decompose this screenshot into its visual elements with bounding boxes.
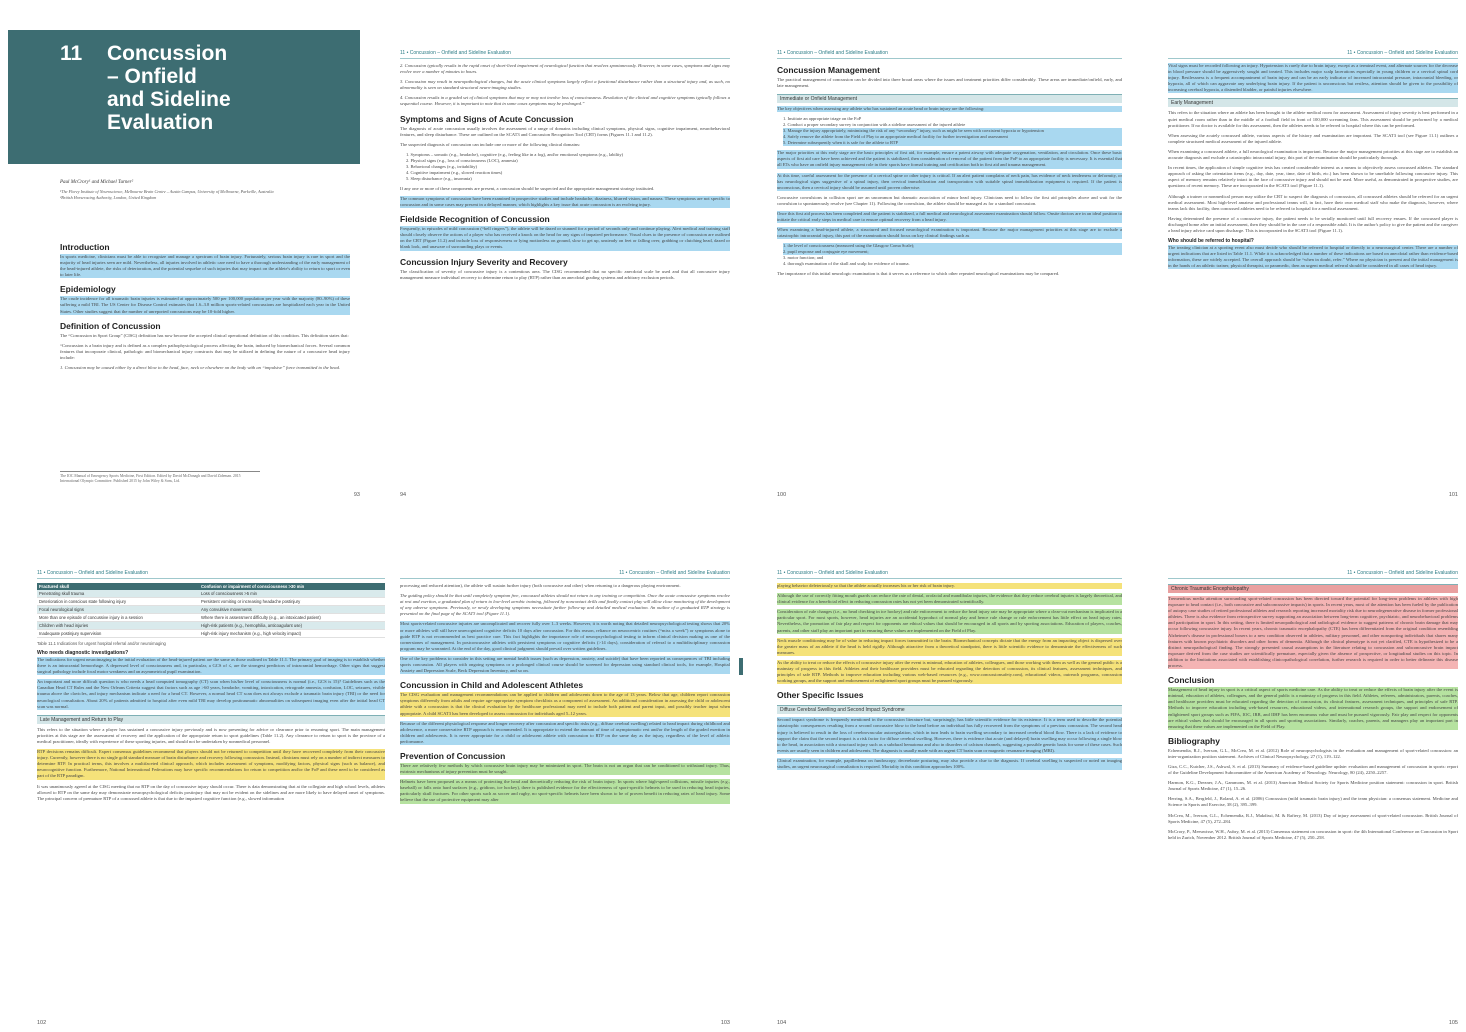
paragraph: Management of head injury in sport is a critical aspect of sports medicine care. As the ability to treat or reduce the effects of brain injury after the event is minimal, education of athletes, colleagues, and the general public is a mainstay of progress in this field. Athletes, referees, administrators, parents, coaches, and healthcare providers must be educated regarding the detection of concussion, its clinical features, assessment techniques, and principles of safe RTP. Methods to improve education including web-based resources, educational videos, and international research groups, the support and endorsement of enlightened sport groups such as FIFA, IOC, IRB, and IIHF has been enormous value and must be pursued vigorously. Fair play and respect for opponents are ethical values that should be encouraged in all sports and sporting associations. Similarly, coaches, parents, and managers play an important part in ensuring that these values are implemented on the Field of Play. — [1168, 687, 1458, 729]
affiliation: ¹The Florey Institute of Neuroscience, Melbourne Brain Centre – Austin Campus, University of Melbourne, Parkville, Australia — [60, 189, 274, 194]
section-heading: Concussion in Child and Adolescent Athletes — [400, 680, 584, 691]
paragraph: Although a trainer or nonmedical person may utilize the CRT to suspect the diagnosis of concussion, all concussed athletes should be referred for an urgent medical assessment. Most high-level amateur and professional teams will, in fact, have their own medical staff who make the diagnosis, however, where teams lack this facility, then concussed athletes need to be referred to hospital for a medical assessment. — [1168, 193, 1458, 211]
table-cell: More than one episode of concussive injury in a session — [37, 614, 199, 622]
chapter-number: 11 — [60, 42, 83, 65]
paragraph: When examining a head-injured athlete, a structured and focused neurological examination is important. Because the major management priorities at this stage are to exclude a catastrophic intracranial injury, this part of the examination should focus on key clinical findings such as — [777, 227, 1122, 239]
page-number: 102 — [37, 1020, 47, 1026]
paragraph: The diagnosis of acute concussion usually involves the assessment of a range of domains including clinical symptoms, physical signs, cognitive impairment, neurobehavioral features, and sleep disturbance. These are outlined on the SCAT3 and Concussion Recognition Tool (CRT) forms (Figures 11.1 and 11.2). — [400, 125, 730, 137]
paragraph: The major priorities at this early stage are the basic principles of first aid, for example, ensure a patent airway with adequate oxygenation, ventilation, and circulation. Once these basic aspects of first aid care have been achieved and the patient is stabilized, then consideration of removal of the patient from the FoP to an appropriate facility is necessary. It is essential that all ETs who have an onfield injury management role in their sports have formal training and certification both in first aid and trauma management. — [777, 150, 1122, 168]
running-head: 11 • Concussion – Onfield and Sideline Evaluation — [777, 50, 1122, 59]
list-item: 3. Manage the injury appropriately, minimizing the risk of any “secondary” injury, such as might be seen with coexistent hypoxia or hypotension — [783, 128, 1122, 134]
table-cell: Deterioration in conscious state following injury — [37, 598, 199, 606]
subsection-heading: Chronic Traumatic Encephalopathy — [1168, 584, 1458, 593]
list-item: 5. Sleep disturbance (e.g., insomnia) — [406, 175, 472, 181]
running-head: 11 • Concussion – Onfield and Sideline Evaluation — [1168, 50, 1458, 59]
paragraph: This refers to the situation where an athlete has been brought to the athlete medical room for assessment. Assessment of injury severity is best performed in a quiet medical room rather than in the middle of a football field in front of 100,000 screaming fans. This assessment should be performed by a medical practitioner. If no doctor is available for this assessment, then the athletes needs to be referred to hospital where this can be performed. — [1168, 110, 1458, 128]
table-cell: Children with head injuries — [37, 622, 199, 630]
chapter-title-line: Evaluation — [107, 111, 214, 134]
page-94 — [400, 50, 730, 502]
paragraph: Once this first aid process has been completed and the patient is stabilized, a full medical and neurological assessment examination should follow. Onsite doctors are in an ideal position to initiate the critical early steps in medical care to ensure optimal recovery from a head injury. — [777, 211, 1122, 223]
paragraph: The classification of severity of concussive injury is a contentious area. The CISG recommended that no specific anecdotal scale be used and that all concussive injury management measure individual recovery to determine return to play (RTP) rather than an anecdotal grading systems and arbitrary exclusion periods. — [400, 268, 730, 280]
running-head: 11 • Concussion – Onfield and Sideline Evaluation — [400, 50, 730, 59]
section-heading: Concussion Injury Severity and Recovery — [400, 256, 568, 267]
table-caption: Table 11.1 Indications for urgent hospital referral and/or neuroimaging — [37, 641, 166, 646]
table-cell: Persistent vomiting or increasing headache postinjury — [199, 598, 385, 606]
table-row — [37, 614, 385, 622]
chapter-title-line: Concussion — [107, 42, 228, 65]
subsection-heading: Early Management — [1168, 98, 1458, 107]
page-104 — [777, 570, 1122, 1030]
paragraph: processing and reduced attention), the athlete will sustain further injury (both concussive and other) when returning to a dangerous playing environment. — [400, 583, 681, 588]
page-number: 103 — [720, 1020, 730, 1026]
page-number: 94 — [400, 492, 407, 498]
running-head: 11 • Concussion – Onfield and Sideline Evaluation — [37, 570, 385, 579]
paragraph: In recent times, the application of simple cognitive tests has created considerable interest as a means to objectively assess concussed athletes. The standard approach of asking the orientation items (e.g., day, date, year, time, date of birth, etc.) has been shown to be unreliable following concussive injury. This aspect of memory remains relatively intact in the face of concussive injury and should not be used. More useful, as demonstrated in prospective studies, are questions of recent memory. These are incorporated in the SCAT3 tool (Figure 11.1). — [1168, 165, 1458, 189]
referral-table — [37, 583, 385, 638]
page-105 — [1168, 570, 1458, 1030]
paragraph: The treating clinician at a sporting event also must decide who should be referred to hospital or directly to a neurosurgical center. There are a number of urgent indications that are listed in Table 11.1. While it is acknowledged that a number of these indications are based on anecdotal rather than evidence-based information, these are widely accepted. The overall approach should be “when in doubt, refer.” Where no physician is present and the initial management is in the hands of an athletic trainer, physical therapist, or paramedic, then an urgent medical referral should be considered in all cases of head injury. — [1168, 245, 1458, 269]
paragraph: The guiding policy should be that until completely symptom free, concussed athletes should not return to any training or competition. Once the acute concussive symptoms resolve at rest and exertion, a graduated plan of return to low-level aerobic training, followed by noncontact drills and finally contact play will allow close monitoring of the development of any adverse symptoms. Previously, or newly developing symptoms necessitate further follow-up and detailed medical evaluation. An outline of a graduated RTP strategy is presented on the final page of the SCAT3 tool (Figure 11.1). — [400, 593, 730, 617]
page-edge-marker — [739, 658, 743, 675]
paragraph: An important and more difficult question is who needs a head computed tomography (CT) scan when his/her level of consciousness is normal (i.e., GCS is 15)? Guidelines such as the Canadian Head CT Rules and the New Orleans Criteria suggest that factors such as age >60 years, headache, vomiting, intoxication, retrograde amnesia, confusion, LOC, seizures, visible trauma above the clavicles, and injury mechanism indicate a need for a head CT. However, a normal head CT scan does not always exclude a traumatic brain injury (TBI) or the need for neurological consultation. About 20% of patients admitted to hospital after even mild TBI may develop posttraumatic abnormalities on subsequent imaging even after the initial head CT scan was normal. — [37, 679, 385, 709]
subsection-heading: Diffuse Cerebral Swelling and Second Impact Syndrome — [777, 705, 1122, 714]
paragraph: Because of the different physiological response and longer recovery after concussion and specific risks (e.g., diffuse cerebral swelling) related to head impact during childhood and adolescence, a more conservative RTP approach is recommended. It is appropriate to extend the amount of time of asymptomatic rest and/or the length of the graded exertion in children and adolescents. It is never appropriate for a child or adolescent athlete with concussion to RTP on the same day as the injury, regardless of the level of athletic performance. — [400, 720, 730, 744]
paragraph: playing behavior deleteriously so that the athlete actually increases his or her risk of brain injury. — [777, 583, 1122, 589]
table-cell: High-risk injury mechanism (e.g., high velocity impact) — [199, 630, 385, 638]
affiliation: ²British Horseracing Authority, London, United Kingdom — [60, 194, 157, 200]
section-heading: Other Specific Issues — [777, 690, 864, 701]
table-cell: Any convulsive movements — [199, 606, 385, 614]
paragraph: One of the key problems to consider in this setting are mental health issues (such as depression, anxiety, and suicide) that have been reported as consequences of TBI including sports concussion. All players with ongoing symptoms or a prolonged clinical course should be screened for depression using standard clinical tools, for example, Hospital Anxiety and Depression Scale, Beck Depression Inventory, and so on. — [400, 655, 730, 674]
paragraph: At this time, careful assessment for the presence of a cervical spine or other injury is critical. If an alert patient complains of neck pain, has evidence of neck tenderness or deformity, or has neurological signs suggestive of a spinal injury, then cervical immobilization and transportation with suitable spinal immobilization equipment is required. If the patient is unconscious, then a cervical injury should be assumed until proven otherwise. — [777, 172, 1122, 190]
paragraph: There are relatively few methods by which concussive brain injury may be minimized in sport. The brain is not an organ that can be conditioned to withstand injury. Thus, extrinsic mechanisms of injury prevention must be sought. — [400, 762, 730, 775]
list-item: 3. Behavioral changes (e.g., irritability) — [406, 163, 477, 169]
question-heading: Who needs diagnostic investigations? — [37, 650, 129, 656]
page-93 — [8, 30, 360, 502]
page-number: 105 — [1448, 1020, 1458, 1026]
section-heading: Concussion Management — [777, 65, 880, 75]
paragraph: Although the use of correctly fitting mouth guards can reduce the rate of dental, orofacial and mandibular injuries, the evidence that they reduce cerebral injuries is largely theoretical, and clinical evidence for a beneficial effect in reducing concussion rates has not yet been demonstrated scientifically. — [777, 593, 1122, 605]
table-header: Confusion or impairment of consciousness >30 min — [199, 583, 385, 590]
paragraph: As the ability to treat or reduce the effects of concussive injury after the event is minimal, education of athletes, colleagues, and those working with them as well as the general public is a mainstay of progress in this field. Athletes and their healthcare providers must be educated regarding the detection of concussion, its clinical features, assessment techniques, and principles of safe RTP. Methods to improve education including various web-based resources (e.g., www.concussionsafety.com), educational videos, outreach programs, concussion working groups, and the support and endorsement of enlightened sport groups must be pursued vigorously. — [777, 659, 1122, 684]
table-cell: Where there is assessment difficulty (e.g., an intoxicated patient) — [199, 614, 385, 622]
page-102 — [37, 570, 385, 1030]
section-heading: Epidemiology — [60, 284, 116, 295]
paragraph: The indications for urgent neuroimaging in the initial evaluation of the head-injured patient are the same as those outlined in Table 11.1. The primary goal of imaging is to establish whether there is an intracranial hemorrhage. A depressed level of consciousness and, in particular, a GCS of ≤, are the strongest predictors of intracranial hemorrhage. Other signs that suggest surgical pathology include focal motor weakness and an asymmetrical pupil examination. — [37, 657, 385, 675]
paragraph: The key objectives when assessing any athlete who has sustained an acute head or brain injury are the following: — [777, 106, 1122, 112]
table-row — [37, 590, 385, 598]
paragraph: The importance of this initial neurologic examination is that it serves as a reference to which other repeated neurological examinations may be compared. — [777, 271, 1060, 277]
page-number: 104 — [777, 1020, 787, 1026]
section-heading: Definition of Concussion — [60, 320, 161, 331]
list-item: 4. Safely remove the athlete from the Field of Play to an appropriate medical facility for further investigation and assessment — [783, 134, 1122, 140]
chapter-title-line: – Onfield — [107, 65, 197, 88]
bibliography-entry: McCrea, M., Iverson, G.L., Echemendia, R.J., Makdissi, M. & Raftery, M. (2013) Day of injury assessment of sport-related concussion. British Journal of Sports Medicine, 47 (5), 272–284. — [1168, 812, 1458, 824]
section-heading: Prevention of Concussion — [400, 750, 506, 761]
paragraph: Clinical examination, for example, papilledema on fundoscopy, decerebrate posturing, may also provide a clue to the diagnosis. If cerebral swelling is suspected or noted on imaging studies, an urgent neurosurgical consultation is required. Mortality in this condition approaches 100%. — [777, 757, 1122, 769]
paragraph: Having determined the presence of a concussive injury, the patient needs to be serially monitored until full recovery ensues. If the concussed player is discharged home after an initial assessment, then they should be in the care of a responsible adult. It is the author's policy to give the patient and the caregiver a head injury advice card upon discharge. This is incorporated in the SCAT3 tool (Figure 11.1). — [1168, 215, 1458, 233]
list-item: 2. Concussion typically results in the rapid onset of short-lived impairment of neurological function that resolves spontaneously. However, in some cases, symptoms and signs may evolve over a number of minutes to hours. — [400, 63, 730, 75]
page-103 — [400, 570, 730, 1030]
objectives-list — [783, 116, 1122, 146]
authors: Paul McCrory¹ and Michael Turner² — [60, 180, 134, 185]
table-header: Fractured skull — [37, 583, 199, 590]
subsection-heading: Late Management and Return to Play — [37, 715, 385, 724]
paragraph: Consideration of rule changes (i.e., no head checking in ice hockey) and rule enforcement to reduce the head injury rate may be appropriate where a clear-cut mechanism is implicated in a particular sport. For most sports, however, head injuries are an accidental byproduct of normal play and hence rule change or rule enforcement has little effect on head injury rates. Nevertheless, the promotion of fair play and respect for opponents are ethical values that should be encouraged in all sports and by sporting associations. Education of players, coaches, parents, and other staff play an important part in ensuring these values are implemented on the Field of Play. — [777, 609, 1122, 633]
table-cell: Loss of consciousness >5 min — [199, 590, 385, 598]
bibliography-entry: McCrory, P., Meeuwisse, W.H., Aubry, M. et al. (2013) Consensus statement on concussion in sport: the 4th International Conference on Concussion in Sport held in Zurich, November 2012. British Journal of Sports Medicine, 47 (5), 250–258. — [1168, 828, 1458, 840]
table-cell: High-risk patients (e.g., hemophilia, anticoagulant use) — [199, 622, 385, 630]
list-item: 4. thorough examination of the skull and scalp for evidence of trauma. — [783, 261, 910, 267]
paragraph: RTP decisions remains difficult. Expert consensus guidelines recommend that players should not be returned to competition until they have recovered completely from their concussive injury. Currently, however there is no single gold standard measure of brain disturbance and recovery following concussion. Instead, clinicians must rely on a number of indirect measures to determine RTP. In practical terms, this involves a multifaceted clinical approach, which includes assessment of symptoms, modifying factors, physical signs (such as balance), and neurocognitive function. Furthermore, National International Federations may have specific recommendations for return to competition and/or the FoP and these need to be considered as part of the RTP paradigm. — [37, 749, 385, 779]
list-item: 4. Cognitive impairment (e.g., slowed reaction times) — [406, 169, 503, 175]
running-head: 11 • Concussion – Onfield and Sideline Evaluation — [1168, 570, 1458, 579]
paragraph: Helmets have been proposed as a means of protecting the head and theoretically reducing the risk of brain injury. In sports where high-speed collisions, missile injuries (e.g., baseball) or falls onto hard surfaces (e.g., gridiron, ice hockey), there is published evidence for the effectiveness of sport-specific helmets to be used in reducing head injuries, particularly skull fractures. For other sports such as soccer and rugby, no sport-specific helmets have been shown to be of proven benefit in reducing rates of head injury. Some believe that the use of protective equipment may alter — [400, 779, 730, 803]
subsection-heading: Immediate or Onfield Management — [777, 94, 1122, 103]
page-number: 101 — [1448, 492, 1458, 498]
quote: “Concussion is a brain injury and is defined as a complex pathophysiological process affecting the brain, induced by biomechanical forces. Several common features that incorporate clinical, pathologic and biomechanical injury constructs that may be utilized in defining the nature of a concussive head injury include: — [60, 342, 350, 360]
paragraph: Concussive convulsions in collision sport are an uncommon but dramatic association of minor head injury. Clinicians need to follow the first aid principles above and wait for the convulsion to spontaneously resolve (see Chapter 11). Following the convulsion, the athlete should be managed as for a standard concussion. — [777, 194, 1122, 206]
question-heading: Who should be referred to hospital? — [1168, 238, 1254, 245]
table-row — [37, 630, 385, 638]
symptom-list — [406, 152, 730, 182]
paragraph: The crude incidence for all traumatic brain injuries is estimated at approximately 500 per 100,000 population per year with the majority (80–90%) of these suffering a mild TBI. The US Center for Disease Control estimates that 1.6–3.8 million sports-related concussions are hospitalized each year in the United States. Other studies suggest that the number of unreported concussions may be 10-fold higher. — [60, 296, 350, 314]
paragraph: The common symptoms of concussion have been examined in prospective studies and include headache, dizziness, blurred vision, and nausea. These symptoms are not specific to concussion and in some cases may present in a delayed manner, which highlights a key issue that acute concussion is an evolving injury. — [400, 195, 730, 208]
table-row — [37, 598, 385, 606]
list-item: 4. Concussion results in a graded set of clinical symptoms that may or may not involve loss of consciousness. Resolution of the clinical and cognitive symptoms typically follows a sequential course. However, it is important to note that in some cases symptoms may be prolonged.” — [400, 95, 730, 107]
paragraph: It was unanimously agreed at the CISG meeting that no RTP on the day of concussive injury should occur. There is data demonstrating that at the collegiate and high school levels, athletes allowed to RTP on the same day may demonstrate neuropsychological deficits postinjury that may not be evident on the sidelines and are more likely to have delayed onset of symptoms. The principal concern of premature RTP of a concussed athlete is that due to the impaired cognitive function (e.g., slowed information — [37, 783, 385, 801]
paragraph: Most sports-related concussive injuries are uncomplicated and recover fully over 1–3 weeks. However, it is worth noting that detailed neuropsychological testing shows that 20% or more athletes will still have unrecognized cognitive deficits 10 days after concussion. For this reason, reliance on neurocentric routines (“miss a week”) or symptoms alone to guide RTP is not recommended as best practice care. This fact highlights the importance role of neuropsychological testing to inform clinical decision making as one of the cornerstones of management. In postconcussive athletes with persistent symptoms or cognitive deficits (>14 days), consideration of referral to a multidisciplinary concussion program may be warranted. At the end of the day, good clinical judgment should prevail over written guidelines. — [400, 621, 730, 651]
section-heading: Introduction — [60, 242, 110, 252]
paragraph: The practical management of concussion can be divided into three broad areas where the issues and treatment priorities differ considerably. These areas are immediate/onfield, early, and late management. — [777, 77, 1122, 89]
section-heading: Symptoms and Signs of Acute Concussion — [400, 113, 574, 124]
list-item: 5. Determine subsequently when it is safe for the athlete to RTP — [783, 140, 1122, 146]
copyright-footnote: The IOC Manual of Emergency Sports Medicine, First Edition. Edited by David McDonagh and David Zideman. 2015 International Olympic Committee. Published 2015 by John Wiley & Sons, Ltd. — [60, 471, 260, 484]
list-item: 1. the level of consciousness (measured using the Glasgow Coma Scale); — [783, 243, 1122, 249]
paragraph: In sports medicine, clinicians must be able to recognize and manage a spectrum of brain injury. Fortunately, serious brain injury is rare in sport and the majority of head injuries seen are mild. Nevertheless, all injuries involved in athletic care need to have a thorough understanding of the early management of the head-injured athlete, the risks of deterioration, and the potential sequelae of such injuries that may impact on the athlete's ability to return to sport or even to later life. — [60, 254, 350, 278]
running-head: 11 • Concussion – Onfield and Sideline Evaluation — [777, 570, 1122, 579]
list-item: 3. Concussion may result in neuropathological changes, but the acute clinical symptoms largely reflect a functional disturbance rather than a structural injury and, as such, no abnormality is seen on standard structural neuro-imaging studies. — [400, 79, 730, 91]
paragraph: The suspected diagnosis of concussion can include one or more of the following clinical domains: — [400, 141, 581, 147]
bibliography-entry: Echemendia, R.J., Iverson, G.L., McCrea, M. et al. (2012) Role of neuropsychologists in the evaluation and management of sport-related concussion: an inter-organization position statement. Archives of Clinical Neuropsychology, 27 (1), 119–122. — [1168, 747, 1458, 759]
page-100 — [777, 50, 1122, 502]
paragraph: This refers to the situation where a player has sustained a concussive injury previously and is now presenting for advice or clearance prior to resuming sport. The main management priorities at this stage are the assessment of recovery and the application of the appropriate return to sport guidelines (Table 11.2). Any clearance to return to sport is the province of a medical practitioner, ideally with experience of these sporting injuries, and should not be undertaken by nonmedical personnel. — [37, 726, 385, 744]
list-item: 2. Conduct a proper secondary survey in conjunction with a sideline assessment of the injured athlete — [783, 122, 966, 128]
page-101 — [1168, 50, 1458, 502]
table-cell: Penetrating skull trauma — [37, 590, 199, 598]
section-heading: Conclusion — [1168, 675, 1215, 686]
bibliography-entry: Harmon, K.G., Drezner, J.A., Gammons, M. et al. (2013) American Medical Society for Sports Medicine position statement: concussion in sport. British Journal of Sports Medicine, 47 (1), 15–26. — [1168, 780, 1458, 792]
table-cell: Focal neurological signs — [37, 606, 199, 614]
paragraph: The “Concussion in Sport Group” (CISG) definition has now become the accepted clinical operational definition of this condition. This definition states that: — [60, 332, 349, 338]
table-row — [37, 606, 385, 614]
table-row — [37, 622, 385, 630]
table-cell: Inadequate postinjury supervision — [37, 630, 199, 638]
running-head: 11 • Concussion – Onfield and Sideline Evaluation — [400, 570, 730, 579]
paragraph: When examining a concussed athlete, a full neurological examination is important. Because the major management priorities at this stage are to establish an accurate diagnosis and exclude a catastrophic intracranial injury, this part of the examination should be particularly thorough. — [1168, 148, 1458, 161]
paragraph: Frequently, in episodes of mild concussion (“bell ringers”), the athlete will be dazed or stunned for a period of seconds only and continue playing. Alert medical and training staff should closely observe the actions of a player who has received a knock on the head for any signs of impaired performance. Visual clues to the presence of concussion are outlined on the CRT (Figure 11.2) and include loss of responsiveness or lying motionless on ground, slow to get up, unsteady on feet or falling over, grabbing or clutching head, dazed or blank look, and unaware of surrounding plays or events. — [400, 226, 730, 250]
paragraph: Tremendous media attention surrounding sport-related concussion has been directed toward the potential for long-term problems in athletes with high exposure to head contact (i.e., both concussive and subconcussive impacts) in sports. In recent years, most of the attention has been fueled by the publication of autopsy case studies of retired professional athletes and research reporting increased mortality risk due to neurodegenerative disease in former professional athletes. There is also evidence from retrospective survey supporting an association between long-term cognitive, psychiatric, and neurobehavioral problems and participation in sport. In this setting, there is limited neuropathological and radiological evidence to suggest patterns of chronic brain damage that may occur following concussive injury. In recent years, chronic traumatic encephalopathy (CTE) has been differentiated from the original condition resembling Alzheimer's disease in professional boxers to a new condition observed in athletes, military personnel, and other nonsporting individuals that shares many features with known psychiatric disorders and other forms of dementia. Although the clinical phenotype is not yet clarified, CTE is hypothesized to be a distinct neuropathological finding. The strongly presented causal assumptions in the literature relating to concussion and subconcussive brain impact exposure derived from the case studies are scientifically premature, especially given the absence of prospective, or longitudinal studies on this topic. In addition to the limitations associated with establishing clinicopathological correlation, further research is required in order to better delineate this disease process. — [1168, 596, 1458, 669]
page-number: 100 — [777, 492, 787, 498]
list-item: 1. Institute an appropriate triage on the FoP — [783, 116, 862, 122]
findings-list — [783, 243, 1122, 267]
paragraph: Vital signs must be recorded following an injury. Hypotension is rarely due to brain injury, except as a terminal event, and alternate sources for the decrease in blood pressure should be aggressively sought and treated. This includes major scalp lacerations especially in young children or a cervical spinal cord injury. Restlessness is a frequent accompaniment of brain injury and can be an early indicator of increased intracranial pressure, intracranial bleeding, or hypoxia, all of which can aggravate any underlying brain injury. If the patient is unconscious but restless, attention should be given to the possibility of increasing cerebral hypoxia, a distended bladder, or painful injuries elsewhere. — [1168, 63, 1458, 93]
paragraph: Neck muscle conditioning may be of value in reducing impact forces transmitted to the brain. Biomechanical concepts dictate that the energy from an impacting object is dispersed over the greater mass of an athlete if the head is held rigidly. Although attractive from a theoretical standpoint, there is little scientific evidence to demonstrate the effectiveness of such measures. — [777, 637, 1122, 655]
section-heading: Bibliography — [1168, 735, 1220, 746]
page-number: 93 — [353, 492, 360, 498]
paragraph: When assessing the acutely concussed athlete, various aspects of the history and examination are important. The SCAT3 tool (see Figure 11.1) outlines a complete structured medical assessment of the injured athlete. — [1168, 132, 1458, 144]
list-item: 3. motor function; and — [783, 255, 824, 261]
bibliography-entry: Herring, S.A., Bergfeld, J., Boland, A. et al. (2006) Concussion (mild traumatic brain injury) and the team physician: a consensus statement. Medicine and Science in Sports and Exercise, 38 (2), 395–399. — [1168, 796, 1458, 808]
list-item: 1. Concussion may be caused either by a direct blow to the head, face, neck or elsewhere on the body with an “impulsive” force transmitted to the head. — [60, 365, 341, 371]
paragraph: Second impact syndrome is frequently mentioned in the concussion literature but, surprisingly, has little scientific evidence for its existence. It is a term used to describe the potential catastrophic consequences resulting from a second concussive blow to the head before an individual has fully recovered from the symptoms of a previous concussion. The second head injury is believed to result in the loss of cerebrovascular autoregulation, which in turn leads to brain swelling secondary to increased cerebral blood flow. There is a lack of evidence to support the claim that the second impact is a risk factor for diffuse cerebral swelling. However, there is evidence that acute (and delayed) brain swelling may occur following a single blow to the head, in association with a structural injury such as a subdural hematoma and also in disorders of calcium channels, suggesting a possible genetic basis for some of these cases. Such events are usually seen in children and adolescents. The diagnosis is usually made with an urgent CT brain scan or magnetic resonance imaging (MRI). — [777, 717, 1122, 753]
paragraph: If any one or more of these components are present, a concussion should be suspected and the appropriate management strategy instituted. — [400, 185, 655, 191]
paragraph: The CISG evaluation and management recommendations can be applied to children and adolescents down to the age of 13 years. Below that age, children report concussion symptoms differently from adults and require age-appropriate symptom checklists as a component of assessment. An additional consideration in assessing the child or adolescent athlete with a concussion is that the clinical evaluation by the healthcare professional may need to include both patient and parent input, and possibly teacher input when appropriate. A child SCAT3 has been developed to assess concussion for individuals aged 5–12 years. — [400, 692, 730, 716]
bibliography-entry: Giza, C.C., Kutcher, J.S., Ashwal, S. et al. (2013) Summary of evidence-based guideline update: evaluation and management of concussion in sports: report of the Guideline Development Subcommittee of the American Academy of Neurology. Neurology, 80 (24), 2250–2257. — [1168, 763, 1458, 776]
list-item: 1. Symptoms – somatic (e.g., headache), cognitive (e.g., feeling like in a fog), and/or emotional symptoms (e.g., lability) — [406, 151, 624, 157]
list-item: 2. Physical signs (e.g., loss of consciousness (LOC), amnesia) — [406, 157, 518, 163]
section-heading: Fieldside Recognition of Concussion — [400, 214, 550, 225]
list-item: 2. pupil response and conjugate eye movement; — [783, 249, 1122, 255]
chapter-title-line: and Sideline — [107, 88, 231, 111]
